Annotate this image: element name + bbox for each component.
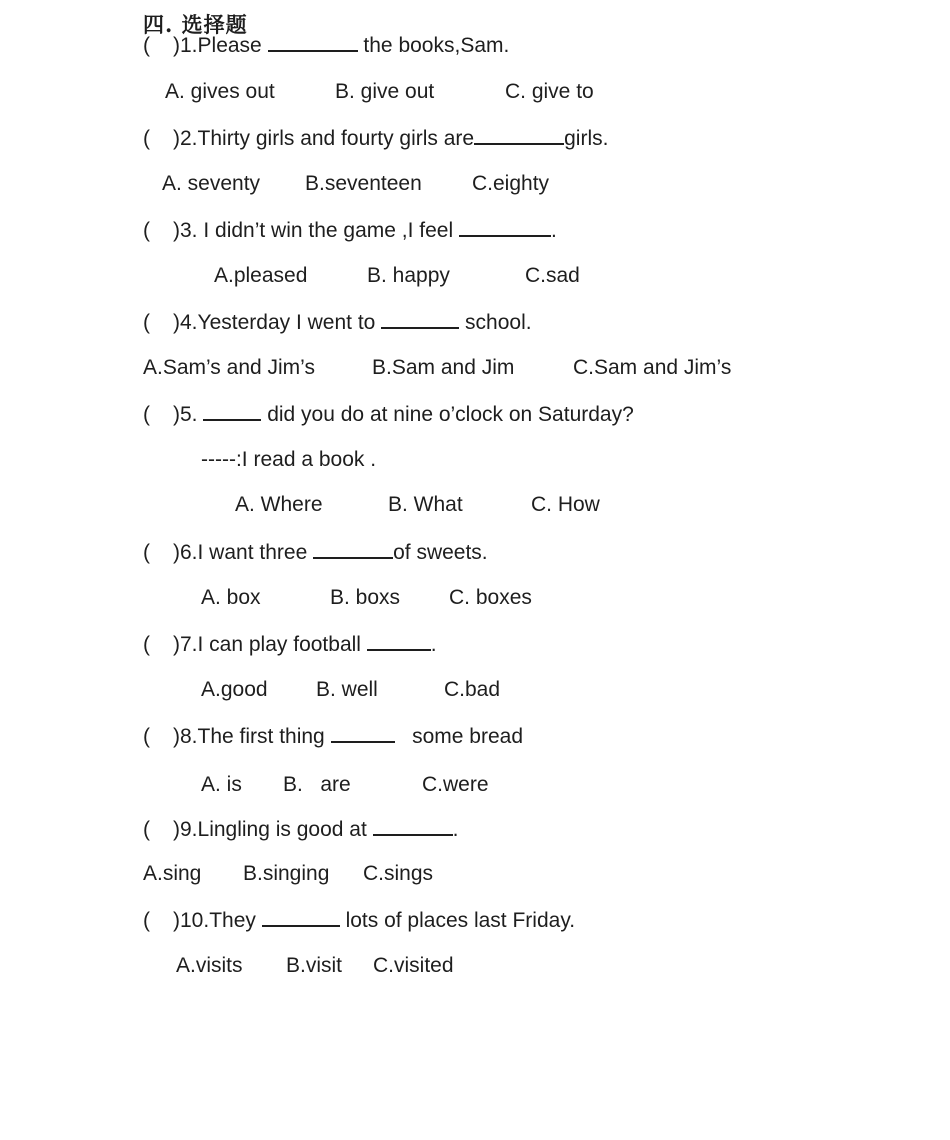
question-number: )5. [173,403,198,426]
answer-blank [268,32,358,52]
question-number: )7. [173,633,198,656]
question-number: )8. [173,725,198,748]
option-b: B. boxs [330,586,401,609]
question-6 [143,539,488,566]
answer-blank [381,309,459,329]
question-5 [143,401,634,428]
question-number: )10. [173,909,210,932]
option-b: B.visit [286,954,343,977]
question-text-before: Please [197,34,262,57]
question-text-after: . [452,818,459,841]
option-b: B.Sam and Jim [372,356,515,379]
option-c: C.visited [373,954,454,977]
option-a: A.visits [176,954,243,977]
question-text-after: the books,Sam. [363,34,510,57]
option-a: A. seventy [162,172,261,195]
question-7 [143,631,437,658]
question-number: )3. [173,219,198,242]
question-number: )4. [173,311,198,334]
option-a: A.pleased [214,264,308,287]
option-a: A.good [201,678,268,701]
question-text-after: . [551,219,557,242]
question-text-after: some bread [412,725,524,748]
option-b: B.singing [243,862,330,885]
question-text-after: lots of places last Friday. [345,909,576,932]
option-b: B. well [316,678,378,701]
question-2 [143,125,608,152]
question-text-before: They [209,909,256,932]
answer-blank [331,723,395,743]
option-a: A.Sam’s and Jim’s [143,356,315,379]
answer-paren: ( [143,725,150,748]
answer-blank [203,401,261,421]
question-text-before: I want three [197,541,308,564]
option-b: B. happy [367,264,450,287]
answer-paren: ( [143,311,150,334]
option-a: A. is [201,773,242,796]
option-c: C. give to [505,80,594,103]
option-b: B. are [283,773,351,796]
option-a: A.sing [143,862,202,885]
answer-paren: ( [143,219,150,242]
answer-blank [313,539,393,559]
option-b: B. What [388,493,463,516]
option-a: A. gives out [165,80,275,103]
section-title: 四. 选择题 [143,12,248,37]
option-b: B. give out [335,80,435,103]
question-9 [143,816,459,843]
question-text-after: did you do at nine o’clock on Saturday? [267,403,634,426]
question-text-after: school. [465,311,532,334]
answer-blank [367,631,431,651]
answer-line-5: -----:I read a book . [201,448,377,471]
option-c: C.bad [444,678,501,701]
option-c: C. boxes [449,586,532,609]
question-8 [143,723,523,750]
option-c: C.sings [363,862,434,885]
question-text-before: Lingling is good at [197,818,367,841]
question-text-before: Thirty girls and fourty girls are [197,127,475,150]
answer-blank [262,907,340,927]
answer-paren: ( [143,403,150,426]
answer-paren: ( [143,633,150,656]
question-text-after: girls. [564,127,609,150]
question-text-after: of sweets. [393,541,488,564]
answer-paren: ( [143,909,150,932]
question-number: )9. [173,818,198,841]
answer-paren: ( [143,34,150,57]
option-b: B.seventeen [305,172,422,195]
answer-paren: ( [143,127,150,150]
question-text-before: The first thing [197,725,325,748]
question-3 [143,217,557,244]
question-number: )1. [173,34,198,57]
question-4 [143,309,532,336]
answer-blank [474,125,564,145]
answer-paren: ( [143,541,150,564]
question-number: )2. [173,127,198,150]
option-c: C.Sam and Jim’s [573,356,732,379]
option-c: C.eighty [472,172,550,195]
question-10 [143,907,575,934]
option-c: C. How [531,493,600,516]
question-text-before: Yesterday I went to [197,311,376,334]
answer-blank [373,816,453,836]
question-number: )6. [173,541,198,564]
question-1 [143,32,509,59]
question-text-before: I didn’t win the game ,I feel [197,219,454,242]
option-a: A. box [201,586,261,609]
option-a: A. Where [235,493,323,516]
question-text-before: I can play football [197,633,361,656]
answer-blank [459,217,551,237]
answer-paren: ( [143,818,150,841]
option-c: C.sad [525,264,580,287]
option-c: C.were [422,773,489,796]
question-text-after: . [430,633,437,656]
